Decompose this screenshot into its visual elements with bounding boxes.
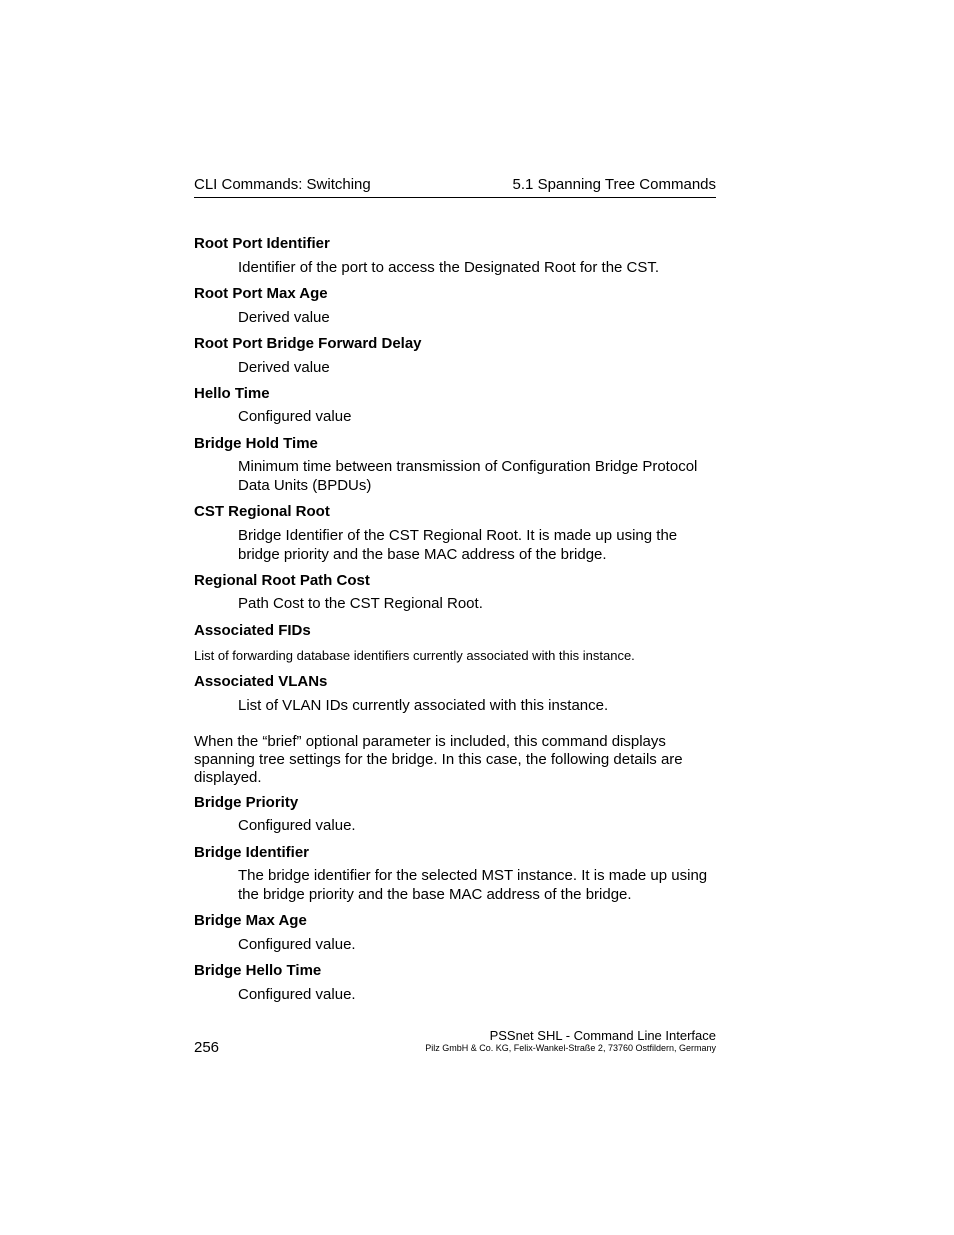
desc-cst-regional-root: Bridge Identifier of the CST Regional Root. It is made up using the bridge priority and the base MAC address of the bridge. — [238, 527, 678, 563]
footer-publisher-address: Pilz GmbH & Co. KG, Felix-Wankel-Straße 2, 73760 Ostfildern, Germany — [425, 1043, 716, 1053]
term-associated-fids: Associated FIDs — [194, 622, 311, 639]
term-hello-time: Hello Time — [194, 385, 270, 402]
term-regional-root-path-cost: Regional Root Path Cost — [194, 572, 370, 589]
page-number: 256 — [194, 1039, 220, 1056]
brief-paragraph: When the “brief” optional parameter is included, this command displays spanning tree settings for the bridge. In this case, the following details are displayed. — [194, 733, 683, 786]
chapter-title: CLI Commands: Switching — [194, 176, 371, 193]
term-root-port-identifier: Root Port Identifier — [194, 235, 330, 252]
desc-root-port-max-age: Derived value — [238, 309, 330, 326]
term-bridge-hold-time: Bridge Hold Time — [194, 435, 318, 452]
term-cst-regional-root: CST Regional Root — [194, 503, 330, 520]
desc-bridge-max-age: Configured value. — [238, 936, 356, 953]
page-header — [194, 175, 716, 198]
term-associated-vlans: Associated VLANs — [194, 673, 328, 690]
desc-bridge-identifier: The bridge identifier for the selected MST instance. It is made up using the bridge priority and the base MAC address of the bridge. — [238, 867, 708, 903]
term-bridge-hello-time: Bridge Hello Time — [194, 962, 322, 979]
desc-regional-root-path-cost: Path Cost to the CST Regional Root. — [238, 595, 483, 612]
desc-bridge-hello-time: Configured value. — [238, 986, 356, 1003]
term-bridge-identifier: Bridge Identifier — [194, 844, 310, 861]
term-root-port-bridge-forward-delay: Root Port Bridge Forward Delay — [194, 335, 422, 352]
term-bridge-max-age: Bridge Max Age — [194, 912, 307, 929]
section-title: 5.1 Spanning Tree Commands — [512, 176, 716, 193]
term-bridge-priority: Bridge Priority — [194, 794, 299, 811]
footer-document-title: PSSnet SHL - Command Line Interface — [489, 1028, 716, 1043]
desc-associated-vlans: List of VLAN IDs currently associated with this instance. — [238, 697, 609, 714]
desc-bridge-priority: Configured value. — [238, 817, 356, 834]
desc-root-port-bridge-forward-delay: Derived value — [238, 359, 330, 376]
desc-associated-fids: List of forwarding database identifiers currently associated with this instance. — [194, 648, 635, 663]
desc-root-port-identifier: Identifier of the port to access the Designated Root for the CST. — [238, 259, 660, 276]
desc-bridge-hold-time: Minimum time between transmission of Configuration Bridge Protocol Data Units (BPDUs) — [238, 458, 698, 494]
term-root-port-max-age: Root Port Max Age — [194, 285, 328, 302]
desc-hello-time: Configured value — [238, 408, 352, 425]
